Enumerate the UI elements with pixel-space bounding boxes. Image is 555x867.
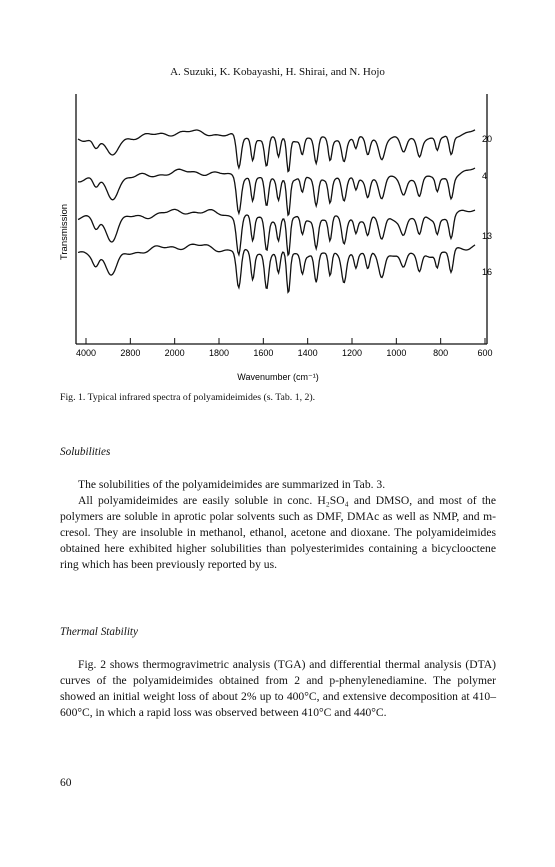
- section-heading-solubilities: Solubilities: [60, 446, 111, 458]
- spectra-traces: [78, 130, 475, 292]
- series-label: 13: [482, 231, 493, 241]
- plot-frame: [76, 94, 487, 344]
- solubilities-body: [60, 477, 496, 573]
- page-number: 60: [60, 777, 72, 789]
- x-tick-label: 600: [477, 348, 493, 358]
- x-tick-label: 800: [433, 348, 449, 358]
- y-axis-label: Transmission: [59, 203, 70, 261]
- figure-caption: Fig. 1. Typical infrared spectra of polyamideimides (s. Tab. 1, 2).: [60, 392, 316, 403]
- spectrum-trace-20: [78, 130, 475, 172]
- x-tick-label: 1800: [208, 348, 230, 358]
- thermal-stability-body: [60, 657, 496, 721]
- x-tick-label: 2800: [120, 348, 141, 358]
- spectrum-trace-16: [78, 244, 475, 292]
- paragraph: Fig. 2 shows thermogravimetric analysis (TGA) and differential thermal analysis (DTA) curves of the polyamideimides obtained from 2 and p-phenylenediamine. The polymer showed an initial weight loss of about 2% up to 400°C, and extensive decomposition at 410–600°C, in which a rapid loss was observed between 410°C and 440°C.: [60, 658, 496, 719]
- paragraph: All polyamideimides are easily soluble in conc. H₂SO₄ and DMSO, and most of the polymers are soluble in aprotic polar solvents such as DMF, DMAc as well as NMP, and m-cresol. They are insoluble in methanol, ethanol, acetone and dioxane. The polyamideimides obtained here exhibited higher solubilities than polyesterimides containing a bicyclooctene ring which has been previously reported by us.: [60, 494, 496, 571]
- x-tick-label: 1200: [341, 348, 363, 358]
- x-tick-label: 1400: [297, 348, 318, 358]
- spectrum-trace-13: [78, 209, 475, 255]
- series-label: 16: [482, 267, 493, 277]
- series-label: 20: [482, 134, 493, 144]
- x-tick-label: 1000: [386, 348, 407, 358]
- ir-spectra-figure: [40, 84, 510, 389]
- series-label: 4: [482, 171, 488, 181]
- x-tick-label: 4000: [75, 348, 97, 358]
- x-axis-label: Wavenumber (cm⁻¹): [237, 372, 319, 382]
- running-header-authors: A. Suzuki, K. Kobayashi, H. Shirai, and N. Hojo: [170, 66, 385, 78]
- x-tick-label: 2000: [164, 348, 185, 358]
- paragraph: The solubilities of the polyamideimides are summarized in Tab. 3.: [78, 478, 386, 491]
- x-axis-ticks: [76, 338, 493, 358]
- section-heading-thermal-stability: Thermal Stability: [60, 626, 139, 638]
- spectrum-trace-4: [78, 168, 475, 215]
- x-tick-label: 1600: [253, 348, 274, 358]
